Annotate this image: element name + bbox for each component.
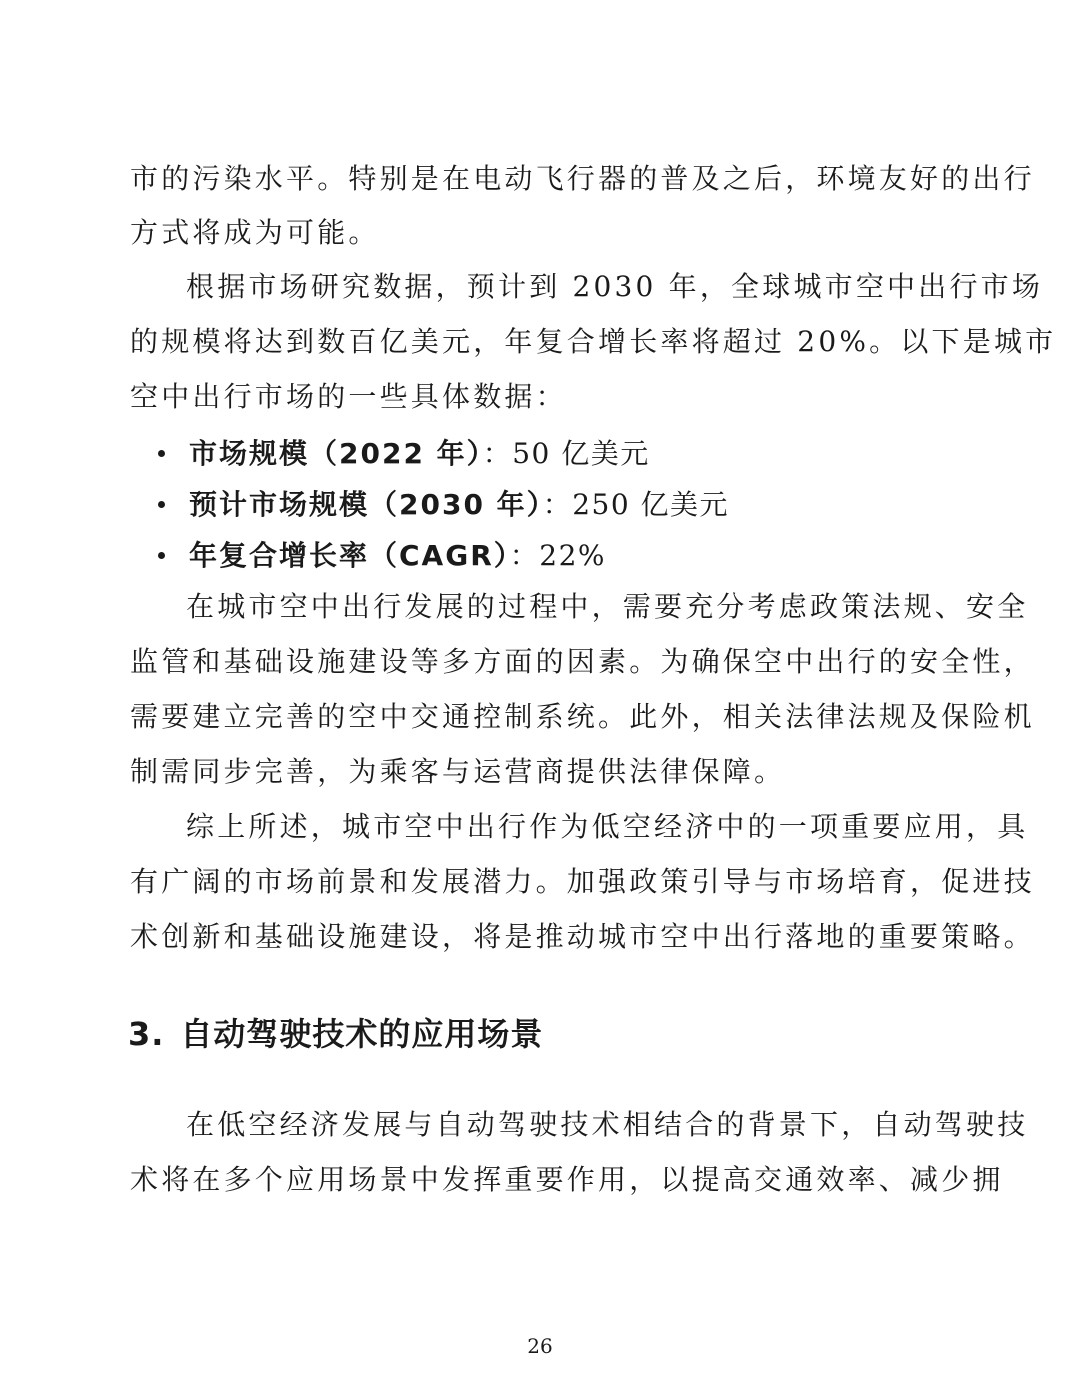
- bullet-item-market-size-2030: [158, 488, 729, 522]
- paragraph-4-line-2: 有广阔的市场前景和发展潜力。加强政策引导与市场培育，促进技: [130, 865, 1035, 898]
- bullet-label: 年复合增长率（CAGR）: [189, 539, 510, 572]
- section-number: 3.: [128, 1015, 165, 1053]
- bullet-icon: [158, 450, 165, 457]
- bullet-item-market-size-2022: [158, 437, 650, 471]
- paragraph-3-line-3: 需要建立完善的空中交通控制系统。此外，相关法律法规及保险机: [130, 700, 1035, 733]
- section-heading: [128, 1012, 543, 1056]
- paragraph-2-line-2: 的规模将达到数百亿美元，年复合增长率将超过 20%。以下是城市: [130, 325, 1057, 358]
- paragraph-3-line-2: 监管和基础设施建设等多方面的因素。为确保空中出行的安全性，: [130, 645, 1035, 678]
- bullet-label: 预计市场规模（2030 年）: [189, 488, 543, 521]
- page-number: 26: [527, 1334, 553, 1358]
- bullet-icon: [158, 501, 165, 508]
- bullet-item-cagr: [158, 539, 606, 573]
- paragraph-4-line-1: 综上所述，城市空中出行作为低空经济中的一项重要应用，具: [186, 810, 1029, 843]
- paragraph-3-line-4: 制需同步完善，为乘客与运营商提供法律保障。: [130, 755, 786, 788]
- section-title: 自动驾驶技术的应用场景: [180, 1015, 544, 1053]
- bullet-value: ：22%: [509, 539, 607, 572]
- bullet-value: ：50 亿美元: [482, 437, 650, 470]
- bullet-icon: [158, 552, 165, 559]
- paragraph-2-line-3: 空中出行市场的一些具体数据：: [130, 380, 567, 413]
- paragraph-2-line-1: 根据市场研究数据，预计到 2030 年，全球城市空中出行市场: [186, 270, 1044, 303]
- paragraph-3-line-1: 在城市空中出行发展的过程中，需要充分考虑政策法规、安全: [186, 590, 1029, 623]
- paragraph-1-line-2: 方式将成为可能。: [130, 216, 380, 249]
- paragraph-4-line-3: 术创新和基础设施建设，将是推动城市空中出行落地的重要策略。: [130, 920, 1035, 953]
- paragraph-5-line-1: 在低空经济发展与自动驾驶技术相结合的背景下，自动驾驶技: [186, 1108, 1029, 1141]
- paragraph-5-line-2: 术将在多个应用场景中发挥重要作用，以提高交通效率、减少拥: [130, 1163, 1004, 1196]
- bullet-label: 市场规模（2022 年）: [189, 437, 483, 470]
- bullet-value: ：250 亿美元: [542, 488, 730, 521]
- paragraph-1-line-1: 市的污染水平。特别是在电动飞行器的普及之后，环境友好的出行: [130, 162, 1035, 195]
